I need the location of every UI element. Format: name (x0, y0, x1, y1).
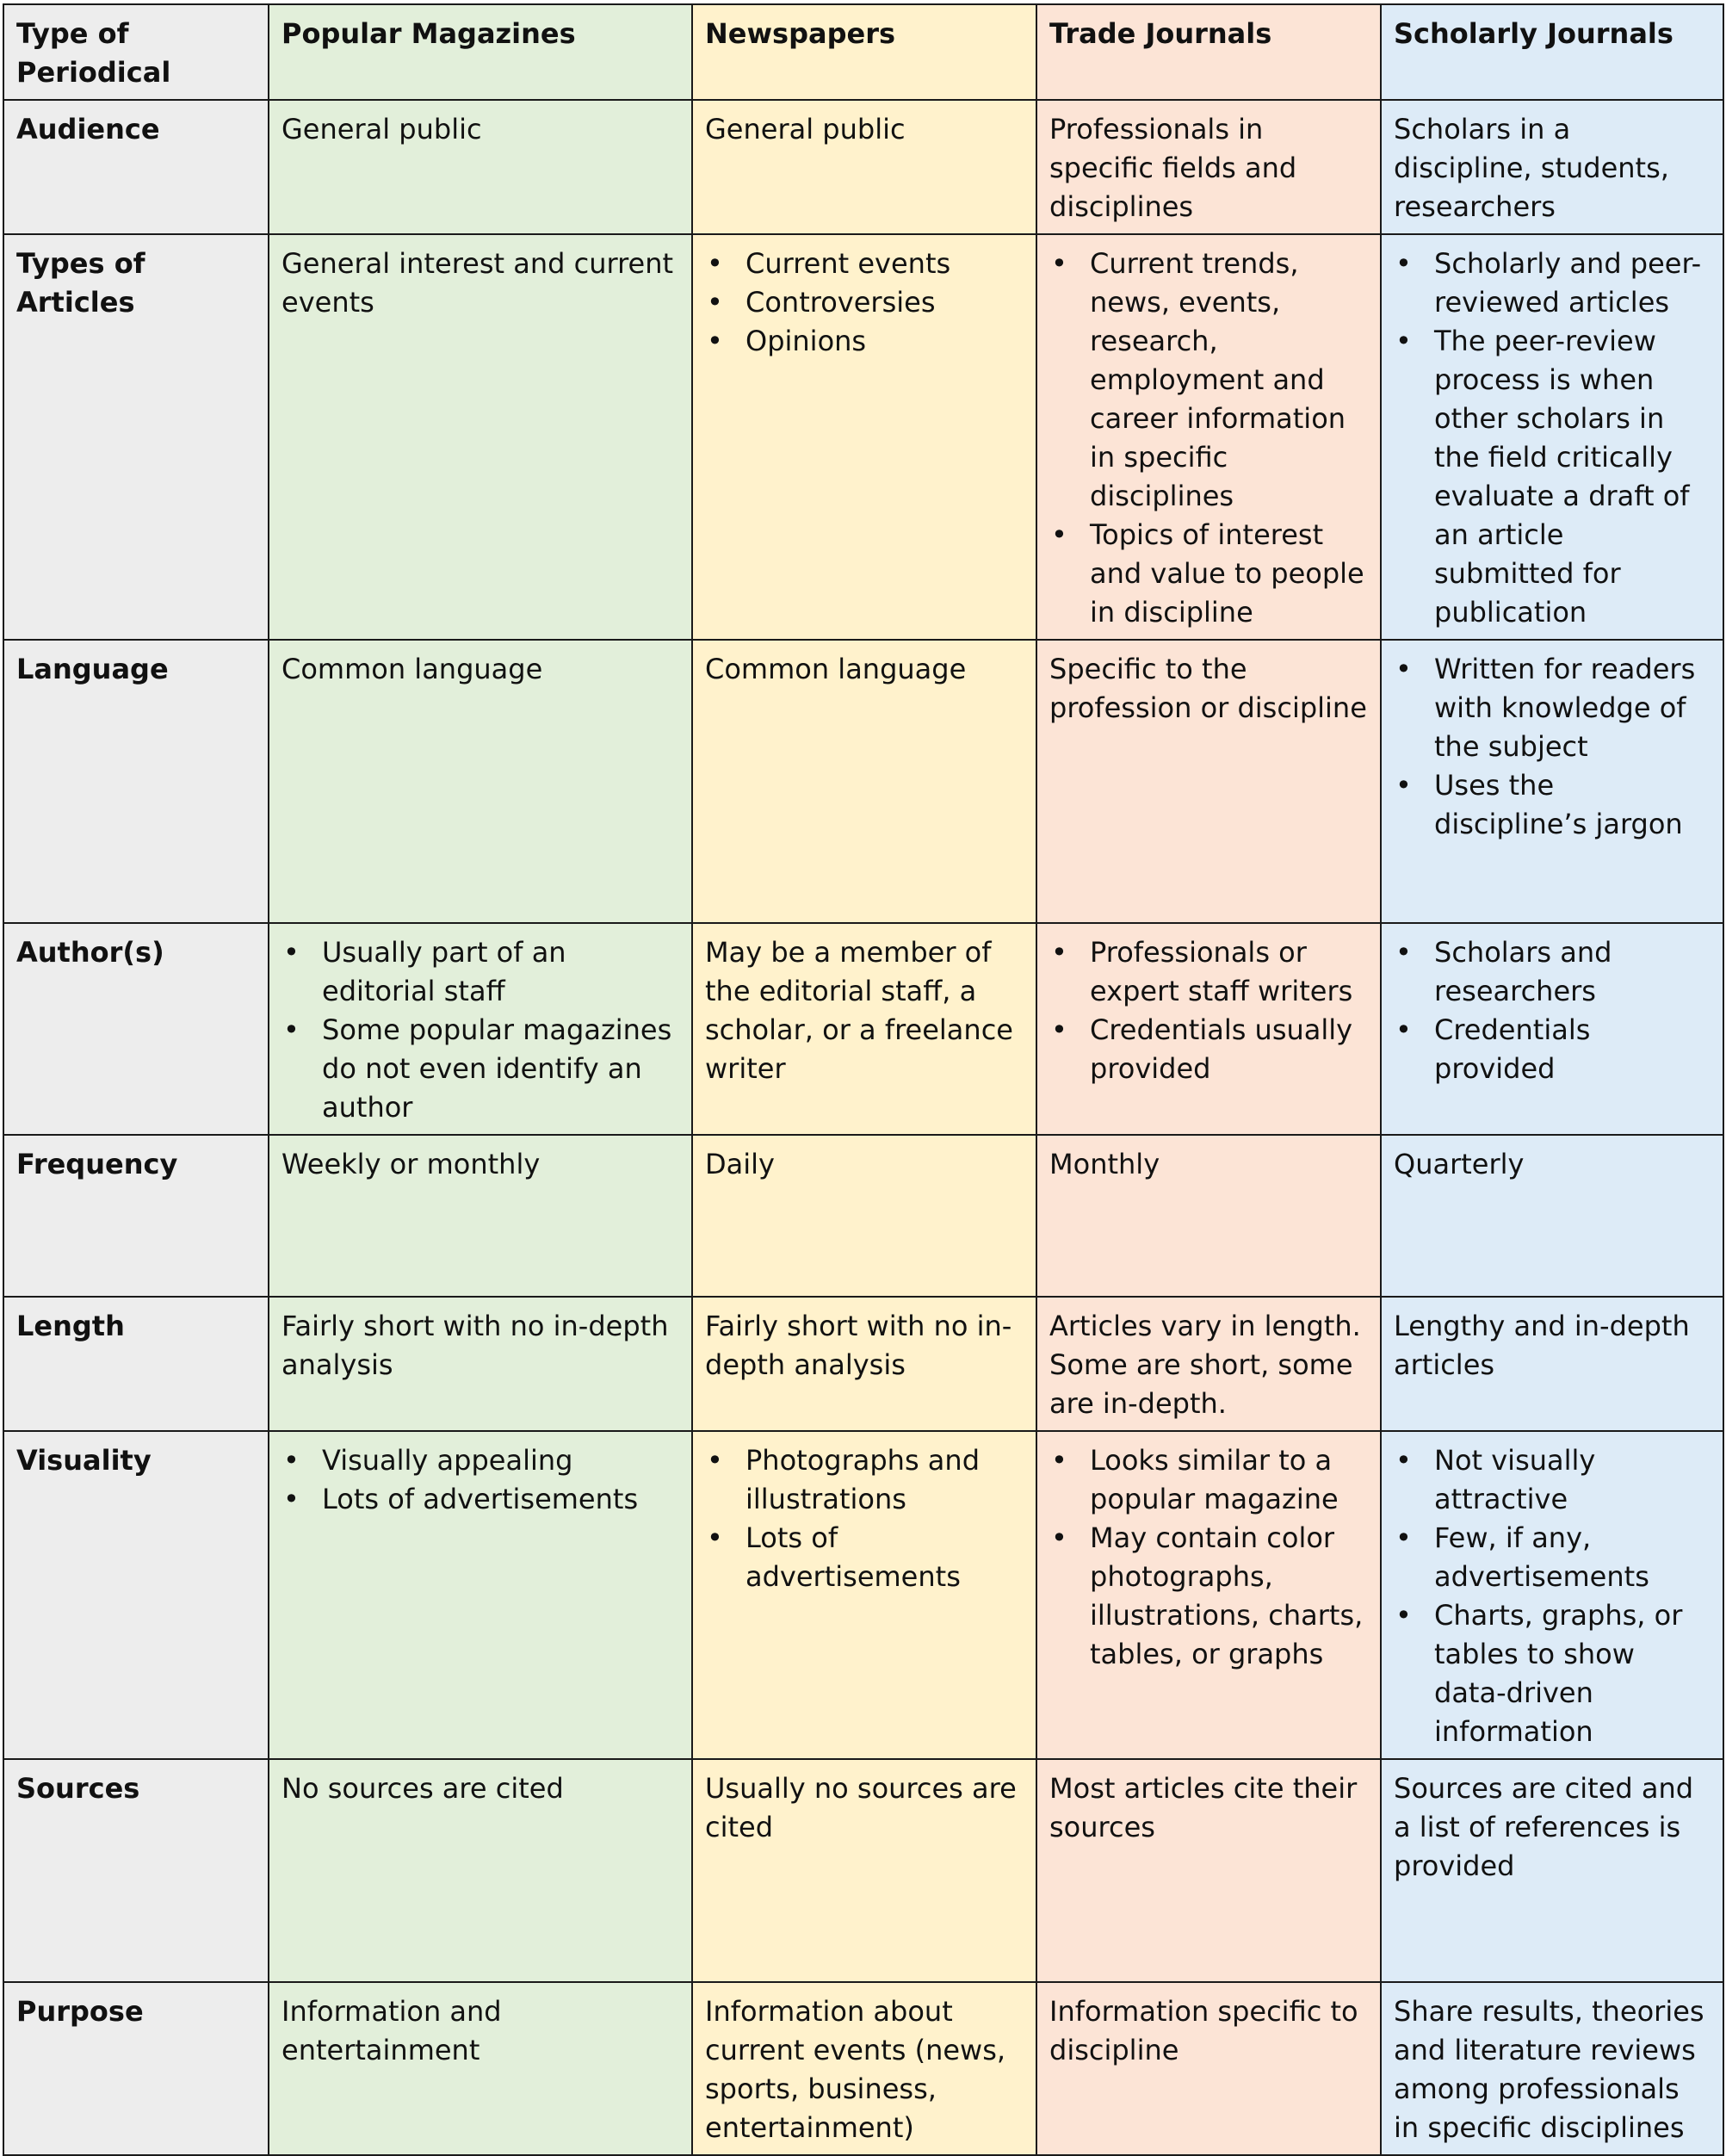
list-item-text: Professionals or expert staff writers (1090, 936, 1353, 1007)
bullet-list (1049, 1441, 1370, 1674)
list-item (1394, 650, 1712, 766)
bullet-icon: • (1051, 247, 1067, 280)
row-label-sources: Sources (3, 1759, 269, 1982)
list-item (705, 322, 1025, 361)
bullet-list (1394, 1441, 1712, 1751)
list-item-text: Topics of interest and value to people in discipline (1090, 518, 1364, 629)
list-item-text: Credentials provided (1434, 1013, 1591, 1085)
list-item (1049, 1519, 1370, 1674)
list-item (1394, 1011, 1712, 1088)
row-label-audience: Audience (3, 100, 269, 234)
header-row (3, 4, 1723, 100)
cell-visuality-newspapers (692, 1431, 1036, 1759)
cell-sources-popular-magazines: No sources are cited (269, 1759, 692, 1982)
table-row-language (3, 640, 1723, 923)
cell-frequency-popular-magazines: Weekly or monthly (269, 1135, 692, 1297)
cell-visuality-trade-journals (1036, 1431, 1381, 1759)
cell-types-of-articles-trade-journals (1036, 234, 1381, 640)
cell-language-scholarly-journals (1381, 640, 1723, 923)
list-item-text: Usually part of an editorial staff (322, 936, 566, 1007)
cell-purpose-scholarly-journals: Share results, theories and literature reviews among professionals in specific disciplines (1381, 1982, 1723, 2155)
cell-language-trade-journals: Specific to the profession or discipline (1036, 640, 1381, 923)
bullet-list (1049, 245, 1370, 632)
bullet-list (1394, 933, 1712, 1088)
cell-visuality-popular-magazines (269, 1431, 692, 1759)
table-row-sources (3, 1759, 1723, 1982)
table-body (3, 100, 1723, 2155)
list-item (705, 1441, 1025, 1519)
list-item-text: Controversies (745, 286, 936, 319)
list-item (1394, 1596, 1712, 1751)
bullet-icon: • (1051, 936, 1067, 969)
periodicals-comparison-sheet (3, 3, 1724, 2156)
bullet-icon: • (283, 1483, 300, 1515)
list-item (1049, 516, 1370, 632)
table-row-visuality (3, 1431, 1723, 1759)
list-item (281, 1011, 681, 1127)
row-label-types-of-articles: Types of Articles (3, 234, 269, 640)
list-item-text: Uses the discipline’s jargon (1434, 769, 1683, 840)
row-label-language: Language (3, 640, 269, 923)
cell-language-popular-magazines: Common language (269, 640, 692, 923)
list-item (1049, 245, 1370, 516)
cell-types-of-articles-popular-magazines: General interest and current events (269, 234, 692, 640)
bullet-icon: • (1395, 1444, 1412, 1477)
cell-author-s-scholarly-journals (1381, 923, 1723, 1135)
cell-audience-scholarly-journals: Scholars in a discipline, students, researchers (1381, 100, 1723, 234)
list-item (281, 1480, 681, 1519)
bullet-icon: • (1395, 769, 1412, 802)
list-item-text: Credentials usually provided (1090, 1013, 1353, 1085)
cell-purpose-trade-journals: Information specific to discipline (1036, 1982, 1381, 2155)
cell-audience-newspapers: General public (692, 100, 1036, 234)
list-item-text: May contain color photographs, illustrations, charts, tables, or graphs (1090, 1521, 1364, 1670)
header-trade-journals: Trade Journals (1036, 4, 1381, 100)
header-type-of-periodical: Type of Periodical (3, 4, 269, 100)
list-item (1394, 766, 1712, 844)
row-label-length: Length (3, 1297, 269, 1431)
cell-author-s-trade-journals (1036, 923, 1381, 1135)
list-item (281, 933, 681, 1011)
list-item (1394, 1441, 1712, 1519)
bullet-icon: • (283, 1444, 300, 1477)
row-label-author-s: Author(s) (3, 923, 269, 1135)
cell-length-popular-magazines: Fairly short with no in-depth analysis (269, 1297, 692, 1431)
table-row-types-of-articles (3, 234, 1723, 640)
table-row-frequency (3, 1135, 1723, 1297)
list-item-text: Lots of advertisements (322, 1483, 639, 1515)
list-item-text: Some popular magazines do not even identify an author (322, 1013, 672, 1124)
bullet-icon: • (1395, 1599, 1412, 1632)
cell-sources-scholarly-journals: Sources are cited and a list of references is provided (1381, 1759, 1723, 1982)
list-item-text: Scholarly and peer-reviewed articles (1434, 247, 1702, 319)
bullet-list (281, 933, 681, 1127)
cell-sources-newspapers: Usually no sources are cited (692, 1759, 1036, 1982)
list-item (1049, 1441, 1370, 1519)
cell-types-of-articles-newspapers (692, 234, 1036, 640)
bullet-list (1394, 245, 1712, 632)
table-row-purpose (3, 1982, 1723, 2155)
cell-purpose-newspapers: Information about current events (news, sports, business, entertainment) (692, 1982, 1036, 2155)
bullet-list (1394, 650, 1712, 844)
list-item (1394, 322, 1712, 632)
list-item (705, 1519, 1025, 1596)
cell-language-newspapers: Common language (692, 640, 1036, 923)
cell-sources-trade-journals: Most articles cite their sources (1036, 1759, 1381, 1982)
list-item (1049, 1011, 1370, 1088)
bullet-icon: • (707, 247, 723, 280)
bullet-list (1049, 933, 1370, 1088)
cell-types-of-articles-scholarly-journals (1381, 234, 1723, 640)
bullet-list (705, 245, 1025, 361)
cell-audience-trade-journals: Professionals in specific fields and disciplines (1036, 100, 1381, 234)
bullet-icon: • (283, 936, 300, 969)
list-item-text: Opinions (745, 325, 867, 357)
list-item (1049, 933, 1370, 1011)
header-popular-magazines: Popular Magazines (269, 4, 692, 100)
cell-length-newspapers: Fairly short with no in-depth analysis (692, 1297, 1036, 1431)
list-item (705, 283, 1025, 322)
cell-author-s-newspapers: May be a member of the editorial staff, a scholar, or a freelance writer (692, 923, 1036, 1135)
list-item-text: Charts, graphs, or tables to show data-driven information (1434, 1599, 1683, 1748)
bullet-list (705, 1441, 1025, 1596)
list-item-text: Visually appealing (322, 1444, 573, 1477)
bullet-icon: • (1395, 1013, 1412, 1046)
list-item-text: Few, if any, advertisements (1434, 1521, 1649, 1593)
list-item (1394, 933, 1712, 1011)
bullet-icon: • (1395, 936, 1412, 969)
table-row-length (3, 1297, 1723, 1431)
list-item (1394, 245, 1712, 322)
table-row-author-s (3, 923, 1723, 1135)
bullet-icon: • (1395, 247, 1412, 280)
cell-frequency-scholarly-journals: Quarterly (1381, 1135, 1723, 1297)
bullet-icon: • (707, 286, 723, 319)
periodicals-comparison-table (3, 3, 1724, 2156)
cell-frequency-trade-journals: Monthly (1036, 1135, 1381, 1297)
cell-audience-popular-magazines: General public (269, 100, 692, 234)
list-item-text: The peer-review process is when other scholars in the field critically evaluate a draft of an article submitted for publication (1434, 325, 1690, 629)
list-item-text: Not visually attractive (1434, 1444, 1596, 1515)
list-item (281, 1441, 681, 1480)
bullet-icon: • (283, 1013, 300, 1046)
list-item-text: Photographs and illustrations (745, 1444, 980, 1515)
list-item-text: Lots of advertisements (745, 1521, 961, 1593)
cell-length-scholarly-journals: Lengthy and in-depth articles (1381, 1297, 1723, 1431)
list-item (705, 245, 1025, 283)
bullet-icon: • (1395, 325, 1412, 357)
bullet-icon: • (1395, 653, 1412, 685)
bullet-list (281, 1441, 681, 1519)
header-newspapers: Newspapers (692, 4, 1036, 100)
bullet-icon: • (1051, 518, 1067, 551)
list-item-text: Scholars and researchers (1434, 936, 1612, 1007)
list-item-text: Current events (745, 247, 951, 280)
row-label-purpose: Purpose (3, 1982, 269, 2155)
list-item-text: Looks similar to a popular magazine (1090, 1444, 1339, 1515)
row-label-frequency: Frequency (3, 1135, 269, 1297)
row-label-visuality: Visuality (3, 1431, 269, 1759)
bullet-icon: • (1051, 1521, 1067, 1554)
list-item-text: Current trends, news, events, research, employment and career information in specific disciplines (1090, 247, 1346, 512)
cell-length-trade-journals: Articles vary in length. Some are short, some are in-depth. (1036, 1297, 1381, 1431)
bullet-icon: • (707, 1521, 723, 1554)
bullet-icon: • (1051, 1013, 1067, 1046)
cell-visuality-scholarly-journals (1381, 1431, 1723, 1759)
header-scholarly-journals: Scholarly Journals (1381, 4, 1723, 100)
list-item (1394, 1519, 1712, 1596)
cell-author-s-popular-magazines (269, 923, 692, 1135)
cell-frequency-newspapers: Daily (692, 1135, 1036, 1297)
bullet-icon: • (1051, 1444, 1067, 1477)
list-item-text: Written for readers with knowledge of the subject (1434, 653, 1696, 763)
table-row-audience (3, 100, 1723, 234)
bullet-icon: • (707, 325, 723, 357)
bullet-icon: • (707, 1444, 723, 1477)
bullet-icon: • (1395, 1521, 1412, 1554)
cell-purpose-popular-magazines: Information and entertainment (269, 1982, 692, 2155)
